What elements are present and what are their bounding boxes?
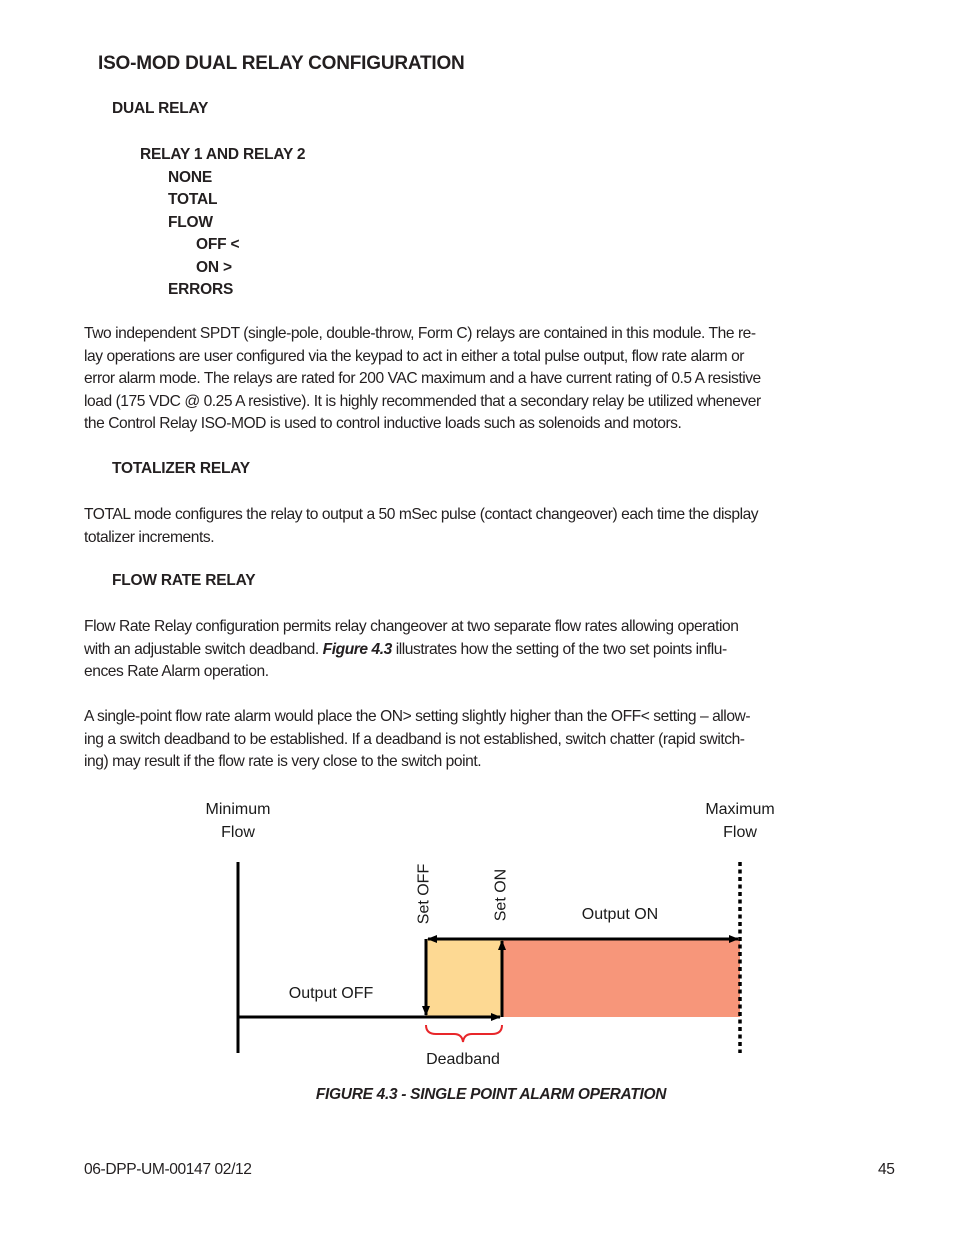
text-line: ing a switch deadband to be established. If a deadband is not established, switch chatter (rapid switch-: [84, 730, 745, 748]
label-text: Set ON: [492, 868, 510, 922]
heading-totalizer-relay: TOTALIZER RELAY: [112, 460, 250, 477]
heading-dual-relay: DUAL RELAY: [112, 100, 209, 117]
minimum-flow-label: [188, 798, 288, 844]
label-line: Maximum: [705, 801, 775, 818]
maximum-flow-label: [690, 798, 790, 844]
text-fragment: with an adjustable switch deadband.: [84, 640, 323, 658]
text-line: Two independent SPDT (single-pole, double-throw, Form C) relays are contained in this module. The re-: [84, 325, 756, 342]
deadband-brace: [426, 1025, 502, 1042]
label-line: Flow: [221, 824, 255, 841]
text-line: ences Rate Alarm operation.: [84, 663, 269, 680]
label-text: Set OFF: [415, 863, 433, 925]
text-line: A single-point flow rate alarm would place the ON> setting slightly higher than the OFF< setting – allow-: [84, 708, 751, 725]
footer-page-number: 45: [878, 1161, 895, 1178]
menu-item-flow: FLOW: [168, 213, 213, 231]
text-line: load (175 VDC @ 0.25 A resistive). It is highly recommended that a secondary relay be utilized whenever: [84, 392, 761, 410]
text-line: lay operations are user configured via the keypad to act in either a total pulse output, flow rate alarm or: [84, 347, 745, 365]
output-off-label: Output OFF: [288, 985, 374, 1002]
text-line: ing) may result if the flow rate is very close to the switch point.: [84, 753, 482, 770]
page-title: ISO-MOD DUAL RELAY CONFIGURATION: [98, 53, 465, 74]
output-on-label: Output ON: [581, 906, 659, 923]
text-line: the Control Relay ISO-MOD is used to control inductive loads such as solenoids and motors.: [84, 415, 682, 432]
text-fragment: illustrates how the setting of the two set points influ-: [391, 640, 727, 658]
menu-item-total: TOTAL: [168, 191, 218, 208]
menu-subitem-off: OFF <: [196, 236, 240, 253]
text-line: TOTAL mode configures the relay to output a 50 mSec pulse (contact changeover) each time the display: [84, 506, 759, 523]
deadband-region: [426, 939, 502, 1017]
label-line: Minimum: [205, 801, 271, 818]
output-on-region: [502, 939, 740, 1017]
text-line: totalizer increments.: [84, 528, 215, 546]
deadband-label: Deadband: [426, 1051, 500, 1068]
menu-root: RELAY 1 AND RELAY 2: [140, 146, 306, 163]
footer-doc-id: 06-DPP-UM-00147 02/12: [84, 1161, 252, 1178]
figure-reference: Figure 4.3: [322, 640, 392, 658]
menu-item-none: NONE: [168, 168, 212, 186]
figure-caption: FIGURE 4.3 - SINGLE POINT ALARM OPERATION: [315, 1086, 667, 1103]
menu-subitem-on: ON >: [196, 258, 232, 276]
menu-item-errors: ERRORS: [168, 281, 234, 298]
text-line: error alarm mode. The relays are rated for 200 VAC maximum and a have current rating of 0.5 A resistive: [84, 370, 761, 387]
label-line: Flow: [723, 824, 757, 841]
text-line: Flow Rate Relay configuration permits relay changeover at two separate flow rates allowing operation: [84, 618, 739, 635]
heading-flow-rate-relay: FLOW RATE RELAY: [112, 572, 256, 589]
